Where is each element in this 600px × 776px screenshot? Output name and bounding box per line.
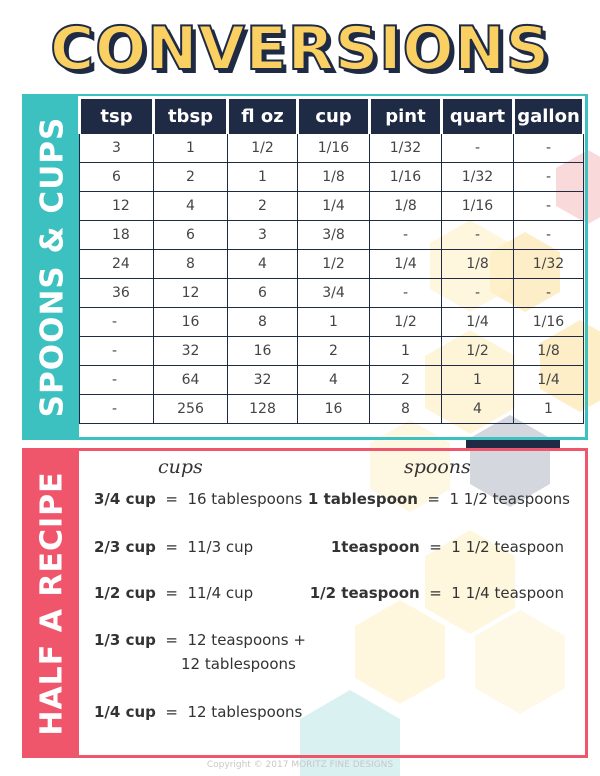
equals-sign: = xyxy=(165,584,178,602)
table-cell: 1/16 xyxy=(442,192,514,221)
cups-amount: 1/4 cup xyxy=(94,703,156,721)
table-cell: 1 xyxy=(298,308,370,337)
equals-sign: = xyxy=(429,584,442,602)
table-row xyxy=(80,395,584,424)
equals-sign: = xyxy=(427,490,440,508)
table-row xyxy=(80,163,584,192)
cups-result: 11/3 cup xyxy=(187,538,254,556)
table-row xyxy=(80,250,584,279)
spoons-amount: 1/2 teaspoon xyxy=(309,584,420,602)
table-cell: - xyxy=(442,221,514,250)
copyright-text: Copyright © 2017 MORITZ FINE DESIGNS xyxy=(206,760,394,770)
table-cell: - xyxy=(370,279,442,308)
table-cell: 3/8 xyxy=(298,221,370,250)
table-cell: - xyxy=(80,395,154,424)
cups-conversion xyxy=(94,584,253,602)
table-cell: 3/4 xyxy=(298,279,370,308)
table-cell: 12 xyxy=(80,192,154,221)
table-cell: - xyxy=(514,221,584,250)
table-cell: 1/2 xyxy=(228,134,298,163)
spoons-conversion xyxy=(331,538,564,556)
table-cell: 4 xyxy=(228,250,298,279)
header-tsp: tsp xyxy=(80,98,154,134)
table-cell: 32 xyxy=(228,366,298,395)
table-cell: 128 xyxy=(228,395,298,424)
table-cell: 1/8 xyxy=(298,163,370,192)
table-cell: 1/4 xyxy=(370,250,442,279)
table-cell: 6 xyxy=(154,221,228,250)
table-cell: 1/4 xyxy=(442,308,514,337)
cups-amount: 3/4 cup xyxy=(94,490,156,508)
table-cell: - xyxy=(370,221,442,250)
table-cell: 1/2 xyxy=(370,308,442,337)
table-row xyxy=(80,279,584,308)
table-header-row xyxy=(80,98,584,134)
header-pint: pint xyxy=(370,98,442,134)
spoons-result: 1 1/2 teaspoon xyxy=(451,538,564,556)
equals-sign: = xyxy=(165,631,178,649)
page-title: CONVERSIONS xyxy=(50,14,550,84)
equals-sign: = xyxy=(165,490,178,508)
table-cell: 16 xyxy=(298,395,370,424)
table-row xyxy=(80,192,584,221)
table-cell: 2 xyxy=(370,366,442,395)
table-cell: 12 xyxy=(154,279,228,308)
table-cell: 1/8 xyxy=(442,250,514,279)
table-cell: 6 xyxy=(228,279,298,308)
table-cell: 1/16 xyxy=(514,308,584,337)
cups-conversion xyxy=(94,490,302,508)
table-cell: 24 xyxy=(80,250,154,279)
table-cell: 1/16 xyxy=(298,134,370,163)
table-cell: 1/2 xyxy=(442,337,514,366)
cups-amount: 2/3 cup xyxy=(94,538,156,556)
table-cell: 1/8 xyxy=(514,337,584,366)
header-gallon: gallon xyxy=(514,98,584,134)
header-cup: cup xyxy=(298,98,370,134)
spoons-conversion xyxy=(310,584,564,602)
table-cell: 1/4 xyxy=(298,192,370,221)
spoons-conversion xyxy=(308,490,570,508)
cups-conversion xyxy=(94,538,253,556)
table-cell: - xyxy=(514,163,584,192)
half-recipe-label: HALF A RECIPE xyxy=(34,470,70,736)
table-cell: 1 xyxy=(370,337,442,366)
equals-sign: = xyxy=(165,703,178,721)
table-cell: 2 xyxy=(298,337,370,366)
spoons-result: 1 1/4 teaspoon xyxy=(451,584,564,602)
equals-sign: = xyxy=(429,538,442,556)
table-cell: 256 xyxy=(154,395,228,424)
table-cell: 3 xyxy=(80,134,154,163)
table-cell: 18 xyxy=(80,221,154,250)
spoons-cups-label: SPOONS & CUPS xyxy=(34,116,70,418)
table-cell: 6 xyxy=(80,163,154,192)
table-cell: - xyxy=(442,279,514,308)
table-row xyxy=(80,221,584,250)
spoons-heading: spoons xyxy=(404,456,471,478)
table-cell: 8 xyxy=(154,250,228,279)
table-cell: 1/2 xyxy=(298,250,370,279)
cups-conversion xyxy=(94,631,306,649)
table-row xyxy=(80,308,584,337)
cups-result: 12 tablespoons xyxy=(187,703,303,721)
table-row xyxy=(80,366,584,395)
table-cell: 1/32 xyxy=(442,163,514,192)
spoons-amount: 1 tablespoon xyxy=(307,490,418,508)
table-cell: 36 xyxy=(80,279,154,308)
table-cell: 4 xyxy=(154,192,228,221)
cups-heading: cups xyxy=(158,456,203,478)
table-cell: - xyxy=(442,134,514,163)
table-cell: 1/32 xyxy=(370,134,442,163)
table-cell: 16 xyxy=(228,337,298,366)
cups-conversion xyxy=(94,703,302,721)
cups-result: 11/4 cup xyxy=(187,584,254,602)
table-cell: 1 xyxy=(514,395,584,424)
table-cell: 4 xyxy=(298,366,370,395)
table-cell: - xyxy=(514,192,584,221)
equals-sign: = xyxy=(165,538,178,556)
table-cell: 2 xyxy=(154,163,228,192)
cups-amount: 1/3 cup xyxy=(94,631,156,649)
cups-amount: 1/2 cup xyxy=(94,584,156,602)
table-cell: 1/4 xyxy=(514,366,584,395)
cups-result: 12 teaspoons + xyxy=(187,631,306,649)
table-cell: 1 xyxy=(228,163,298,192)
conversion-table xyxy=(78,96,585,424)
table-cell: 16 xyxy=(154,308,228,337)
header-quart: quart xyxy=(442,98,514,134)
table-cell: - xyxy=(80,337,154,366)
table-cell: 1 xyxy=(154,134,228,163)
table-cell: 1/16 xyxy=(370,163,442,192)
table-cell: - xyxy=(80,308,154,337)
table-row xyxy=(80,337,584,366)
cups-result-continued: 12 tablespoons xyxy=(181,655,296,673)
header-fl-oz: fl oz xyxy=(228,98,298,134)
table-cell: 1 xyxy=(442,366,514,395)
spoons-amount: 1teaspoon xyxy=(330,538,420,556)
header-tbsp: tbsp xyxy=(154,98,228,134)
table-cell: 8 xyxy=(370,395,442,424)
table-cell: 3 xyxy=(228,221,298,250)
cups-result: 16 tablespoons xyxy=(187,490,303,508)
table-cell: - xyxy=(514,134,584,163)
table-cell: 1/32 xyxy=(514,250,584,279)
table-cell: - xyxy=(80,366,154,395)
table-cell: 32 xyxy=(154,337,228,366)
spoons-result: 1 1/2 teaspoons xyxy=(449,490,570,508)
table-cell: 1/8 xyxy=(370,192,442,221)
table-cell: - xyxy=(514,279,584,308)
table-row xyxy=(80,134,584,163)
table-cell: 64 xyxy=(154,366,228,395)
table-cell: 2 xyxy=(228,192,298,221)
table-cell: 4 xyxy=(442,395,514,424)
table-cell: 8 xyxy=(228,308,298,337)
